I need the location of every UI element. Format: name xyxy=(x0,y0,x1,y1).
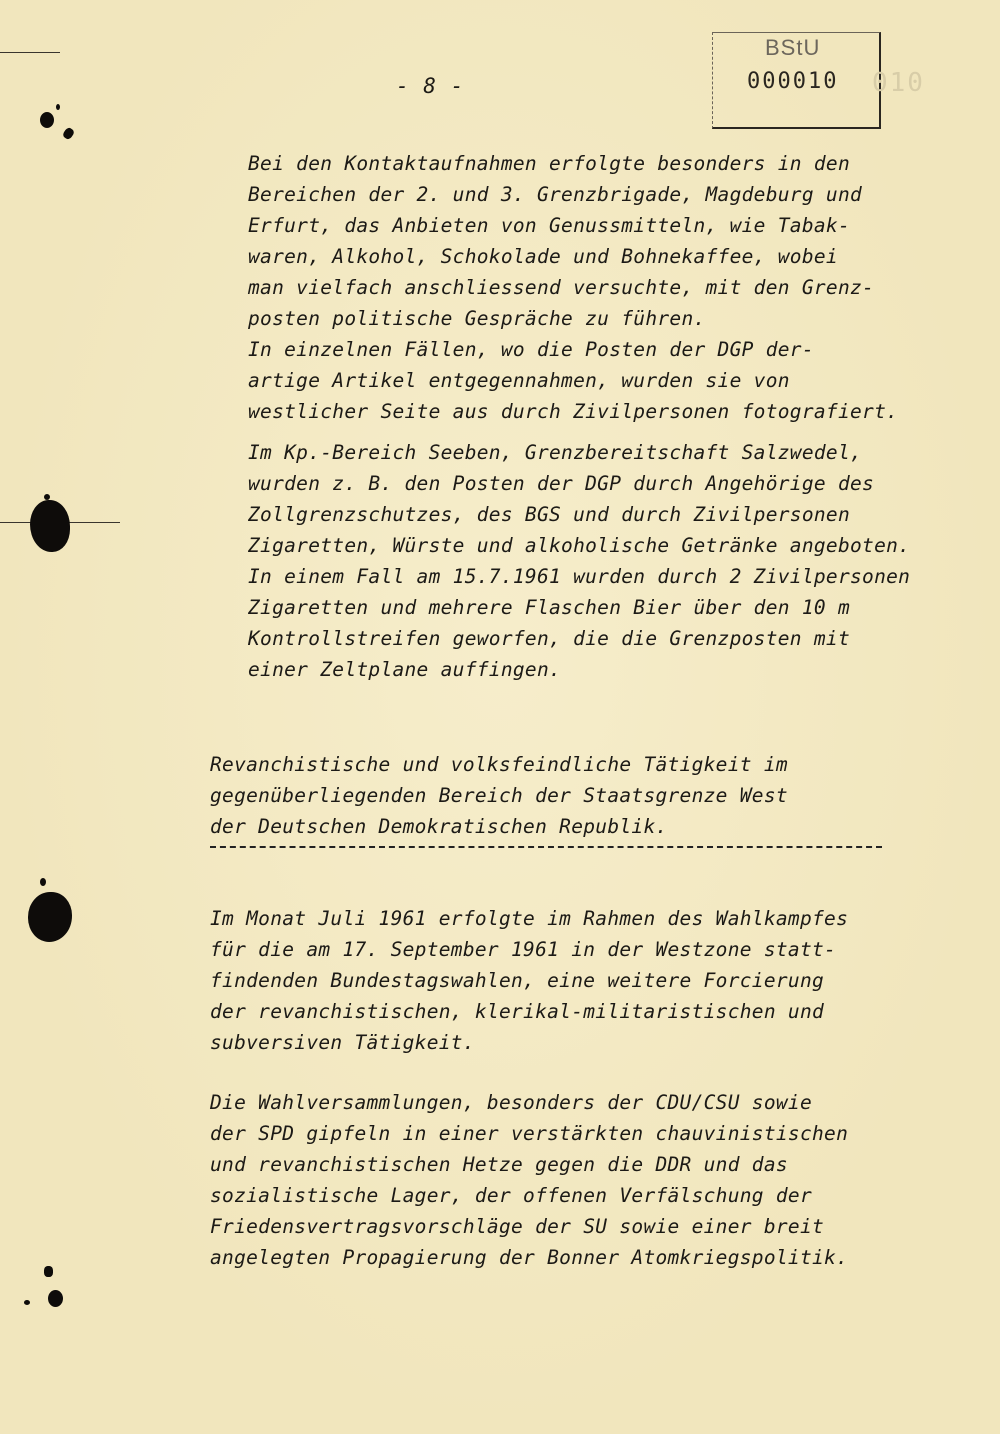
text-line: Friedensvertragsvorschläge der SU sowie einer breit xyxy=(210,1215,825,1238)
paragraph-election-rallies xyxy=(210,1087,848,1273)
section-heading xyxy=(210,749,788,842)
stamp-number: 000010 xyxy=(747,69,839,94)
text-line: Bereichen der 2. und 3. Grenzbrigade, Magdeburg und xyxy=(248,183,863,206)
heading-line: gegenüberliegenden Bereich der Staatsgrenze West xyxy=(210,784,788,807)
text-line: Erfurt, das Anbieten von Genussmitteln, wie Tabak- xyxy=(248,214,850,237)
text-line: subversiven Tätigkeit. xyxy=(210,1031,475,1054)
text-line: Zigaretten, Würste und alkoholische Getränke angeboten. xyxy=(248,534,911,557)
text-line: Die Wahlversammlungen, besonders der CDU/CSU sowie xyxy=(210,1091,812,1114)
paragraph-seeben-example xyxy=(248,437,910,685)
paragraph-election-campaign xyxy=(210,903,848,1058)
text-line: man vielfach anschliessend versuchte, mit den Grenz- xyxy=(248,276,875,299)
text-line: posten politische Gespräche zu führen. xyxy=(248,307,706,330)
ink-blot xyxy=(40,112,54,128)
text-line: findenden Bundestagswahlen, eine weitere Forcierung xyxy=(210,969,825,992)
heading-line: der Deutschen Demokratischen Republik. xyxy=(210,815,668,838)
text-line: der revanchistischen, klerikal-militaristischen und xyxy=(210,1000,825,1023)
text-line: einer Zeltplane auffingen. xyxy=(248,658,562,681)
archive-stamp xyxy=(712,32,881,129)
heading-dashed-rule xyxy=(210,846,882,848)
ink-blot xyxy=(62,126,76,140)
text-line: sozialistische Lager, der offenen Verfälschung der xyxy=(210,1184,812,1207)
heading-line: Revanchistische und volksfeindliche Tätigkeit im xyxy=(210,753,788,776)
text-line: Zollgrenzschutzes, des BGS und durch Zivilpersonen xyxy=(248,503,850,526)
text-line: Im Kp.-Bereich Seeben, Grenzbereitschaft Salzwedel, xyxy=(248,441,863,464)
page-number: - 8 - xyxy=(396,74,465,98)
ink-blot xyxy=(40,878,46,886)
text-line: Bei den Kontaktaufnahmen erfolgte besonders in den xyxy=(248,152,850,175)
ink-blot xyxy=(24,1300,30,1305)
ink-blot xyxy=(48,1290,63,1307)
stamp-faded-number: 010 xyxy=(872,68,925,98)
text-line: angelegten Propagierung der Bonner Atomkriegspolitik. xyxy=(210,1246,849,1269)
punch-hole-blot xyxy=(28,892,72,942)
text-line: Im Monat Juli 1961 erfolgte im Rahmen des Wahlkampfes xyxy=(210,907,849,930)
text-line: In einem Fall am 15.7.1961 wurden durch 2 Zivilpersonen xyxy=(248,565,911,588)
text-line: für die am 17. September 1961 in der Westzone statt- xyxy=(210,938,837,961)
punch-hole-blot xyxy=(30,500,70,552)
text-line: und revanchistischen Hetze gegen die DDR und das xyxy=(210,1153,788,1176)
text-line: artige Artikel entgegennahmen, wurden sie von xyxy=(248,369,790,392)
ink-blot xyxy=(44,494,50,500)
margin-mark xyxy=(0,52,60,53)
text-line: In einzelnen Fällen, wo die Posten der DGP der- xyxy=(248,338,814,361)
ink-blot xyxy=(56,104,60,110)
text-line: Kontrollstreifen geworfen, die die Grenzposten mit xyxy=(248,627,850,650)
stamp-authority: BStU xyxy=(765,35,821,60)
text-line: wurden z. B. den Posten der DGP durch Angehörige des xyxy=(248,472,875,495)
text-line: westlicher Seite aus durch Zivilpersonen fotografiert. xyxy=(248,400,899,423)
text-line: Zigaretten und mehrere Flaschen Bier über den 10 m xyxy=(248,596,850,619)
text-line: der SPD gipfeln in einer verstärkten chauvinistischen xyxy=(210,1122,849,1145)
ink-blot xyxy=(44,1266,53,1277)
text-line: waren, Alkohol, Schokolade und Bohnekaffee, wobei xyxy=(248,245,838,268)
paragraph-contact-attempts xyxy=(248,148,898,427)
